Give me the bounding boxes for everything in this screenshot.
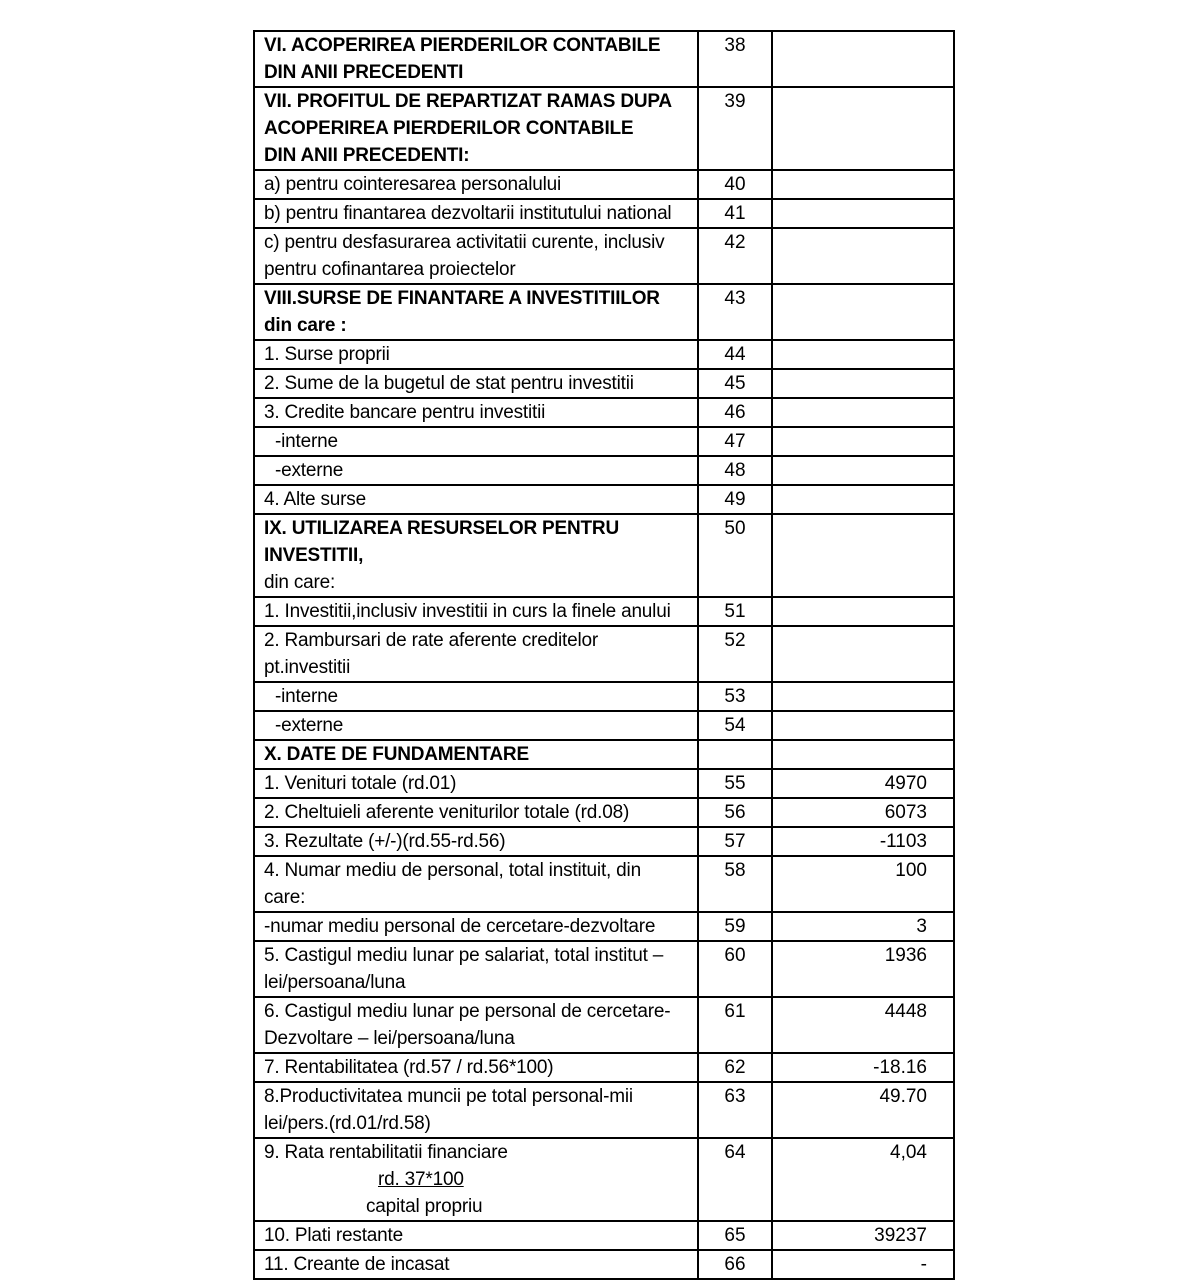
table-row xyxy=(254,1082,954,1138)
row-number: 52 xyxy=(698,626,772,682)
row-label-cell xyxy=(254,682,698,711)
table-row xyxy=(254,941,954,997)
row-value xyxy=(772,369,954,398)
table-row xyxy=(254,87,954,170)
row-number: 59 xyxy=(698,912,772,941)
row-label: 3. Credite bancare pentru investitii xyxy=(264,402,546,423)
row-value: 3 xyxy=(772,912,954,941)
row-label: 7. Rentabilitatea (rd.57 / rd.56*100) xyxy=(264,1057,554,1078)
financial-data-table xyxy=(253,30,955,1280)
row-label: -externe xyxy=(275,460,344,481)
row-label: 11. Creante de incasat xyxy=(264,1254,450,1275)
row-value: 1936 xyxy=(772,941,954,997)
row-number: 58 xyxy=(698,856,772,912)
table-row xyxy=(254,740,954,769)
row-label: VII. PROFITUL DE REPARTIZAT RAMAS DUPA ACOPERIREA PIERDERILOR CONTABILE DIN ANII PRECEDENTI: xyxy=(264,91,672,166)
row-value xyxy=(772,626,954,682)
row-label: 1. Surse proprii xyxy=(264,344,390,365)
row-label-cell xyxy=(254,711,698,740)
row-label-cell xyxy=(254,456,698,485)
row-value xyxy=(772,597,954,626)
row-number: 51 xyxy=(698,597,772,626)
row-value xyxy=(772,740,954,769)
row-number: 57 xyxy=(698,827,772,856)
table-row xyxy=(254,1138,954,1221)
row-label-cell xyxy=(254,1138,698,1221)
table-row xyxy=(254,597,954,626)
row-label-cell xyxy=(254,427,698,456)
row-label: 4. Numar mediu de personal, total instituit, din care: xyxy=(264,860,641,908)
row-value xyxy=(772,31,954,87)
row-value: 4448 xyxy=(772,997,954,1053)
table-row xyxy=(254,711,954,740)
row-label: -externe xyxy=(275,715,344,736)
row-sublabel: din care: xyxy=(264,572,336,593)
row-label-cell xyxy=(254,369,698,398)
table-row xyxy=(254,682,954,711)
table-row xyxy=(254,228,954,284)
row-value xyxy=(772,87,954,170)
table-row xyxy=(254,1053,954,1082)
row-label-cell xyxy=(254,597,698,626)
row-number: 64 xyxy=(698,1138,772,1221)
table-row xyxy=(254,769,954,798)
row-label-cell xyxy=(254,31,698,87)
table-row xyxy=(254,31,954,87)
row-label-cell xyxy=(254,485,698,514)
table-row xyxy=(254,798,954,827)
formula-denominator: capital propriu xyxy=(366,1196,483,1217)
row-value xyxy=(772,340,954,369)
table-row xyxy=(254,284,954,340)
row-label: b) pentru finantarea dezvoltarii institutului national xyxy=(264,203,672,224)
row-label: 1. Investitii,inclusiv investitii in curs la finele anului xyxy=(264,601,671,622)
row-number: 63 xyxy=(698,1082,772,1138)
row-value xyxy=(772,228,954,284)
row-value xyxy=(772,199,954,228)
row-number: 42 xyxy=(698,228,772,284)
row-label-cell xyxy=(254,1053,698,1082)
row-label: -interne xyxy=(275,686,338,707)
row-label: 9. Rata rentabilitatii financiare xyxy=(264,1142,508,1163)
row-label-cell xyxy=(254,199,698,228)
row-value xyxy=(772,485,954,514)
row-label: 10. Plati restante xyxy=(264,1225,403,1246)
row-number: 49 xyxy=(698,485,772,514)
row-label: 5. Castigul mediu lunar pe salariat, total institut – lei/persoana/luna xyxy=(264,945,664,993)
row-label: 1. Venituri totale (rd.01) xyxy=(264,773,457,794)
table-row xyxy=(254,485,954,514)
row-label-cell xyxy=(254,398,698,427)
row-label-cell xyxy=(254,740,698,769)
row-number: 66 xyxy=(698,1250,772,1279)
row-label-cell xyxy=(254,514,698,597)
row-value xyxy=(772,682,954,711)
table-row xyxy=(254,997,954,1053)
row-label: c) pentru desfasurarea activitatii curente, inclusiv pentru cofinantarea proiectelor xyxy=(264,232,665,280)
table-row xyxy=(254,827,954,856)
table-row xyxy=(254,427,954,456)
row-number: 53 xyxy=(698,682,772,711)
row-label: 2. Cheltuieli aferente veniturilor totale (rd.08) xyxy=(264,802,630,823)
row-number: 62 xyxy=(698,1053,772,1082)
table-row xyxy=(254,340,954,369)
row-label-cell xyxy=(254,87,698,170)
row-number: 48 xyxy=(698,456,772,485)
row-label: 2. Sume de la bugetul de stat pentru investitii xyxy=(264,373,634,394)
row-label-cell xyxy=(254,284,698,340)
row-label: -interne xyxy=(275,431,338,452)
row-label: X. DATE DE FUNDAMENTARE xyxy=(264,744,529,765)
table-row xyxy=(254,369,954,398)
row-value: 4,04 xyxy=(772,1138,954,1221)
row-value: 6073 xyxy=(772,798,954,827)
row-label-cell xyxy=(254,1082,698,1138)
row-number: 41 xyxy=(698,199,772,228)
row-value: 100 xyxy=(772,856,954,912)
row-number: 38 xyxy=(698,31,772,87)
row-value: 4970 xyxy=(772,769,954,798)
row-label: VIII.SURSE DE FINANTARE A INVESTITIILOR din care : xyxy=(264,288,660,336)
row-value xyxy=(772,514,954,597)
row-number: 45 xyxy=(698,369,772,398)
row-number: 40 xyxy=(698,170,772,199)
row-label: 4. Alte surse xyxy=(264,489,366,510)
row-label-cell xyxy=(254,941,698,997)
row-label: -numar mediu personal de cercetare-dezvoltare xyxy=(264,916,656,937)
row-number: 50 xyxy=(698,514,772,597)
row-value: - xyxy=(772,1250,954,1279)
table-body xyxy=(254,31,954,1279)
table-row xyxy=(254,398,954,427)
row-label-cell xyxy=(254,170,698,199)
formula xyxy=(264,1166,688,1220)
table-row xyxy=(254,626,954,682)
row-label-cell xyxy=(254,798,698,827)
row-number: 54 xyxy=(698,711,772,740)
row-label: 2. Rambursari de rate aferente creditelor pt.investitii xyxy=(264,630,598,678)
row-label-cell xyxy=(254,912,698,941)
row-label-cell xyxy=(254,997,698,1053)
row-label-cell xyxy=(254,1221,698,1250)
row-value xyxy=(772,427,954,456)
row-value xyxy=(772,456,954,485)
row-number: 47 xyxy=(698,427,772,456)
row-number: 60 xyxy=(698,941,772,997)
row-label-cell xyxy=(254,769,698,798)
row-label-cell xyxy=(254,340,698,369)
table-row xyxy=(254,514,954,597)
table-row xyxy=(254,199,954,228)
row-value xyxy=(772,284,954,340)
row-value: 49.70 xyxy=(772,1082,954,1138)
row-number: 44 xyxy=(698,340,772,369)
row-number: 46 xyxy=(698,398,772,427)
row-number: 43 xyxy=(698,284,772,340)
row-number: 61 xyxy=(698,997,772,1053)
row-label-cell xyxy=(254,856,698,912)
row-label: 3. Rezultate (+/-)(rd.55-rd.56) xyxy=(264,831,506,852)
row-value xyxy=(772,170,954,199)
table-row xyxy=(254,170,954,199)
row-number: 55 xyxy=(698,769,772,798)
row-number xyxy=(698,740,772,769)
row-label: a) pentru cointeresarea personalului xyxy=(264,174,561,195)
row-value: 39237 xyxy=(772,1221,954,1250)
row-label-cell xyxy=(254,626,698,682)
row-number: 56 xyxy=(698,798,772,827)
table-row xyxy=(254,856,954,912)
row-label: IX. UTILIZAREA RESURSELOR PENTRU INVESTITII, xyxy=(264,518,619,566)
row-value: -1103 xyxy=(772,827,954,856)
table-row xyxy=(254,456,954,485)
row-number: 39 xyxy=(698,87,772,170)
row-label: 8.Productivitatea muncii pe total personal-mii lei/pers.(rd.01/rd.58) xyxy=(264,1086,633,1134)
table-row xyxy=(254,1221,954,1250)
row-number: 65 xyxy=(698,1221,772,1250)
row-value xyxy=(772,711,954,740)
table-row xyxy=(254,912,954,941)
row-label: VI. ACOPERIREA PIERDERILOR CONTABILE DIN ANII PRECEDENTI xyxy=(264,35,661,83)
row-label: 6. Castigul mediu lunar pe personal de cercetare- Dezvoltare – lei/persoana/luna xyxy=(264,1001,671,1049)
formula-numerator: rd. 37*100 xyxy=(378,1169,464,1190)
row-label-cell xyxy=(254,228,698,284)
row-value xyxy=(772,398,954,427)
row-label-cell xyxy=(254,827,698,856)
row-value: -18.16 xyxy=(772,1053,954,1082)
